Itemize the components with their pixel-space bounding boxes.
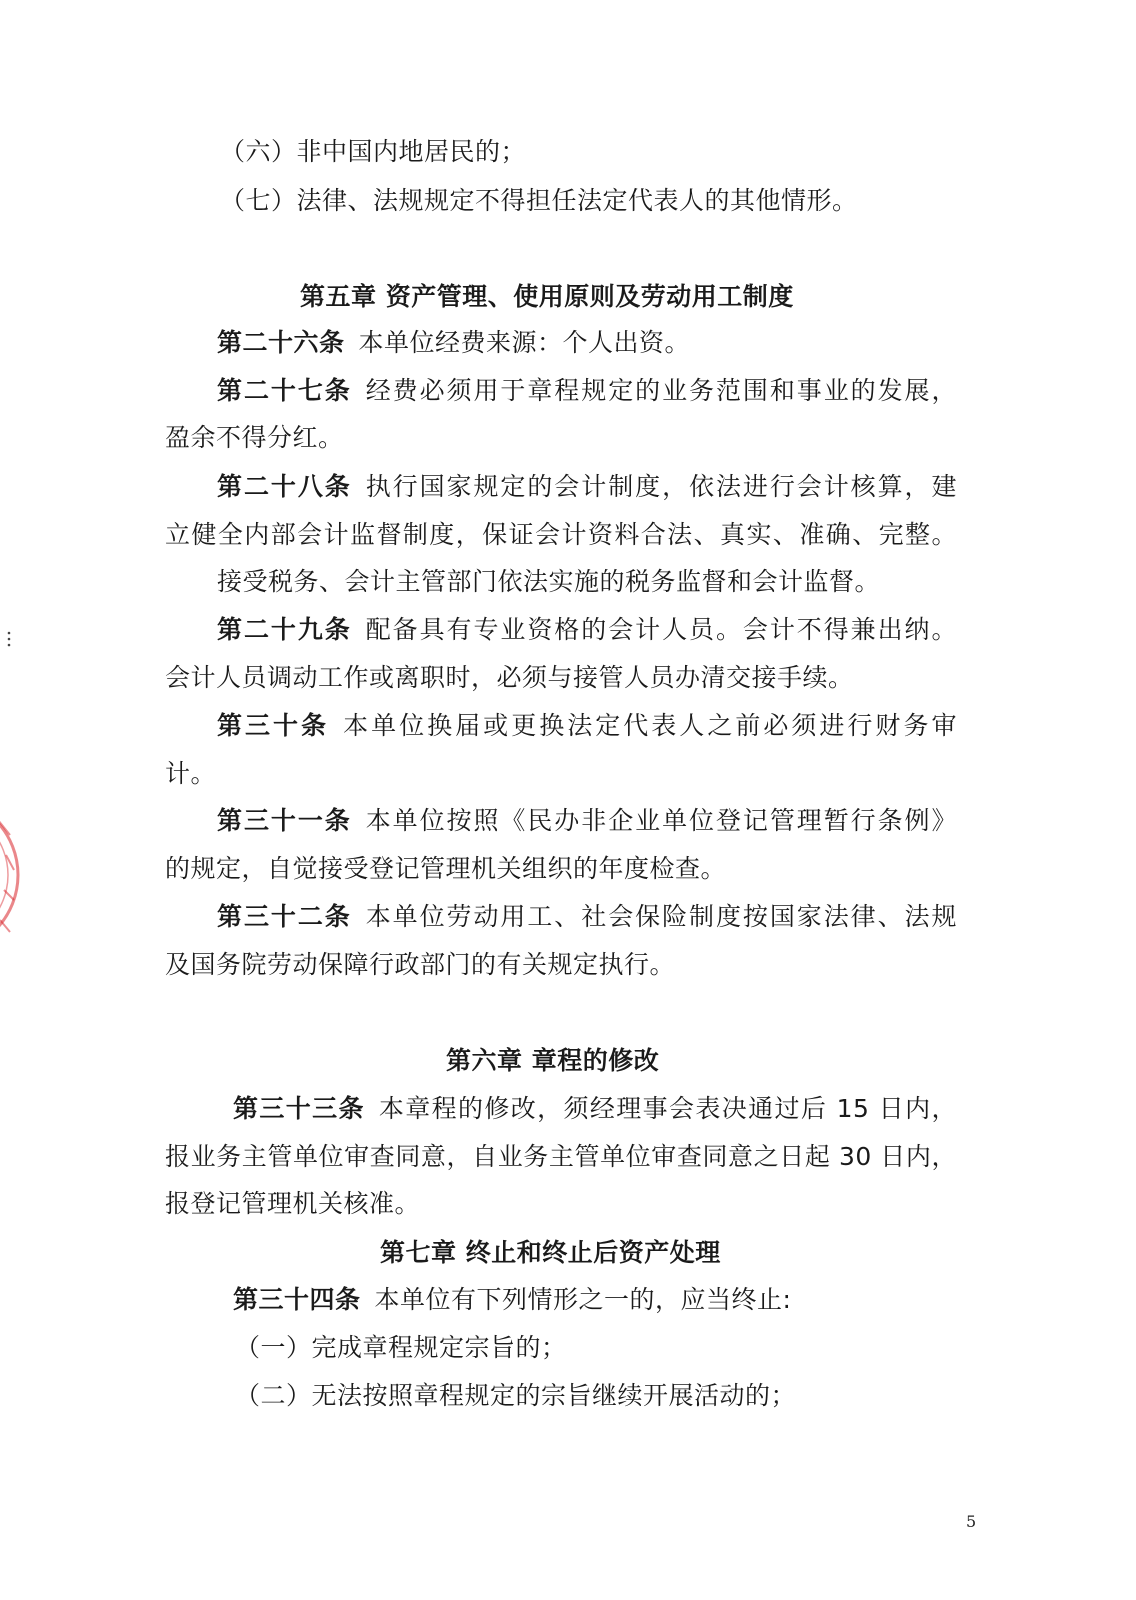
article-31-continuation: 的规定，自觉接受登记管理机关组织的年度检查。 (165, 854, 727, 883)
article-31-text: 本单位按照《民办非企业单位登记管理暂行条例》 (365, 806, 957, 835)
article-31-label: 第三十一条 (217, 806, 352, 835)
article-30-label: 第三十条 (217, 711, 330, 740)
chapter-6-heading: 第六章 章程的修改 (446, 1046, 660, 1075)
article-32-label: 第三十二条 (217, 902, 352, 931)
article-33-continuation-2: 报登记管理机关核准。 (165, 1189, 421, 1218)
chapter-5-heading: 第五章 资产管理、使用原则及劳动用工制度 (300, 282, 794, 311)
article-32-text: 本单位劳动用工、社会保险制度按国家法律、法规 (365, 902, 957, 931)
clause-item-6: （六）非中国内地居民的； (220, 137, 527, 166)
red-seal-stamp (0, 760, 24, 990)
article-26-text: 本单位经费来源：个人出资。 (358, 328, 691, 357)
article-34-text: 本单位有下列情形之一的，应当终止: (374, 1285, 792, 1314)
page-number: 5 (966, 1512, 977, 1531)
article-32 (217, 900, 957, 934)
article-34-label: 第三十四条 (233, 1285, 361, 1314)
article-29-continuation: 会计人员调动工作或离职时，必须与接管人员办清交接手续。 (165, 663, 854, 692)
article-29-text: 配备具有专业资格的会计人员。会计不得兼出纳。 (365, 615, 957, 644)
article-31 (217, 804, 957, 838)
article-26 (217, 326, 690, 360)
article-33-text: 本章程的修改，须经理事会表决通过后 15 日内， (378, 1094, 957, 1123)
article-29 (217, 613, 957, 647)
chapter-7-heading: 第七章 终止和终止后资产处理 (380, 1238, 721, 1267)
article-29-label: 第二十九条 (217, 615, 352, 644)
article-27-text: 经费必须用于章程规定的业务范围和事业的发展， (365, 376, 957, 405)
article-30-continuation: 计。 (165, 759, 217, 788)
article-34 (233, 1283, 791, 1317)
clause-item-7: （七）法律、法规规定不得担任法定代表人的其他情形。 (220, 186, 858, 215)
article-28 (217, 470, 957, 504)
article-32-continuation: 及国务院劳动保障行政部门的有关规定执行。 (165, 950, 676, 979)
article-27-continuation: 盈余不得分红。 (165, 423, 344, 452)
article-28-paragraph-2: 接受税务、会计主管部门依法实施的税务监督和会计监督。 (217, 567, 881, 596)
article-27-label: 第二十七条 (217, 376, 352, 405)
article-33-label: 第三十三条 (233, 1094, 365, 1123)
article-27 (217, 374, 957, 408)
article-28-label: 第二十八条 (217, 472, 352, 501)
article-33 (233, 1092, 957, 1126)
article-30 (217, 709, 957, 743)
scan-edge-mark (6, 630, 12, 648)
article-33-continuation-1: 报业务主管单位审查同意，自业务主管单位审查同意之日起 30 日内， (165, 1142, 957, 1171)
article-26-label: 第二十六条 (217, 328, 345, 357)
termination-item-1: （一）完成章程规定宗旨的； (235, 1333, 567, 1362)
article-28-continuation: 立健全内部会计监督制度，保证会计资料合法、真实、准确、完整。 (165, 520, 957, 549)
article-30-text: 本单位换届或更换法定代表人之前必须进行财务审 (343, 711, 957, 740)
article-28-text: 执行国家规定的会计制度，依法进行会计核算，建 (365, 472, 957, 501)
termination-item-2: （二）无法按照章程规定的宗旨继续开展活动的； (235, 1381, 797, 1410)
